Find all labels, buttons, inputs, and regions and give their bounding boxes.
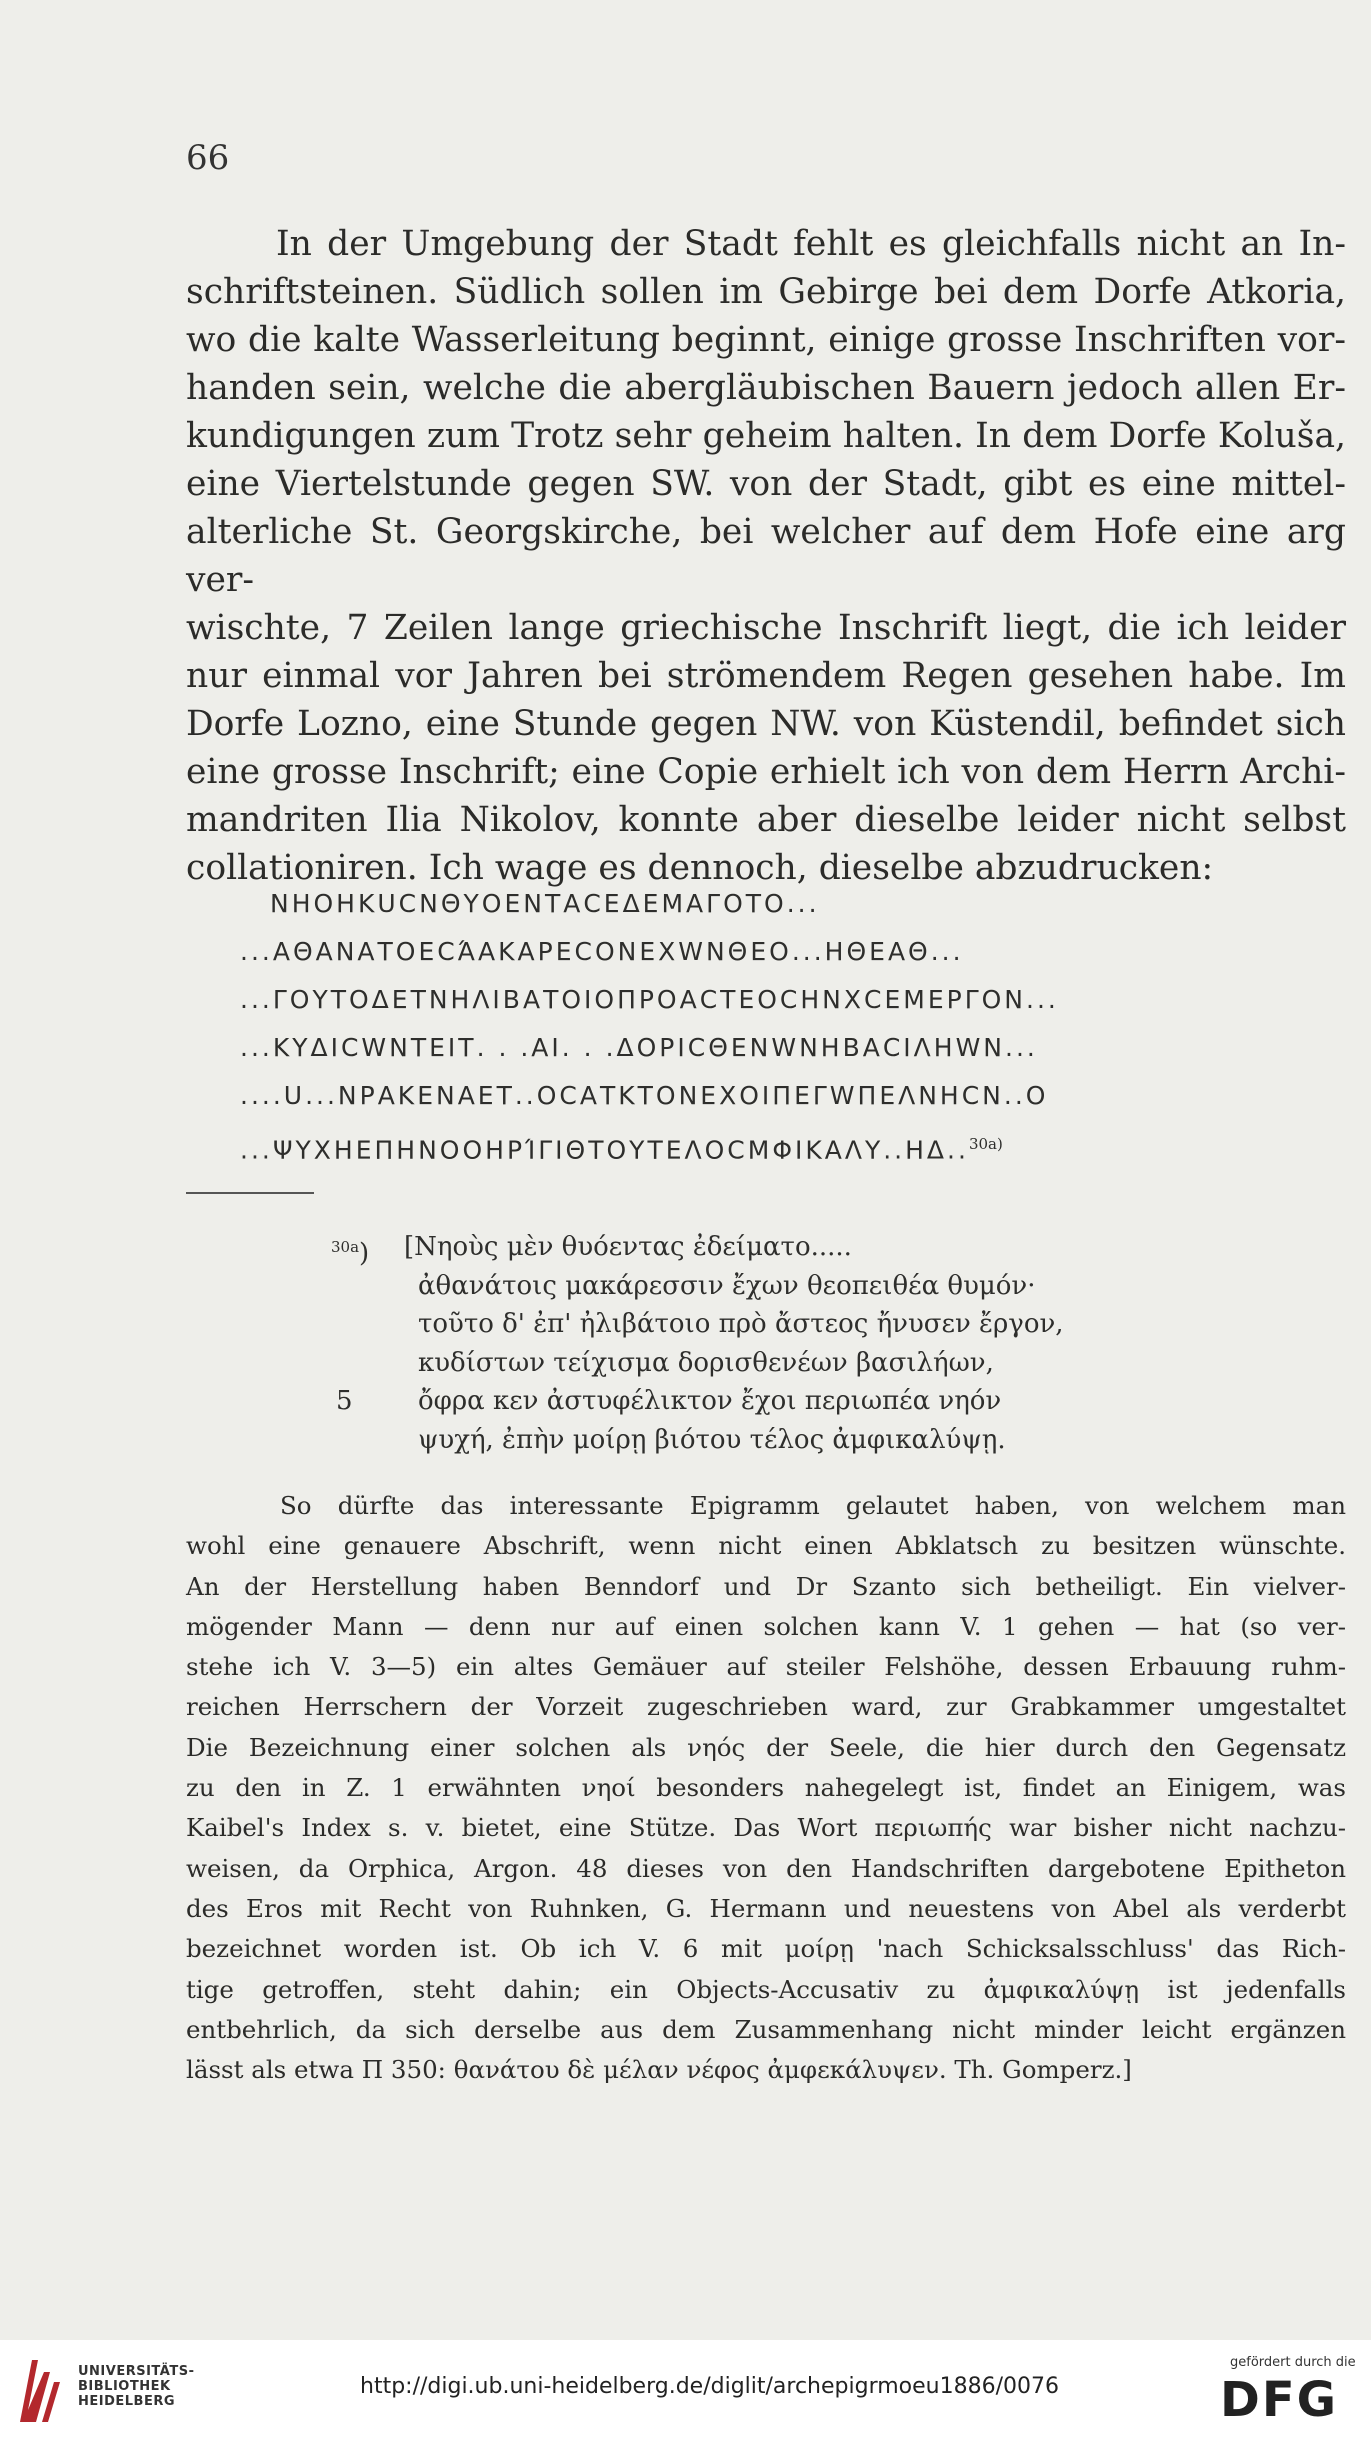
body-line: Dorfe Lozno, eine Stunde gegen NW. von Küstendil, befindet sich [186,704,1346,744]
footnote-ref: 30a) [968,1135,1003,1153]
university-name-line: HEIDELBERG [78,2394,176,2409]
commentary [186,1486,1346,2090]
inscription-line: ΝΗΟΗΚUCΝΘΥΟΕΝΤΑCΕΔΕΜΑΓΟΤΟ... [270,889,820,918]
page-number: 66 [186,138,230,178]
body-line: collationiren. Ich wage es dennoch, dieselbe abzudrucken: [186,848,1214,888]
footnote-label: $^{30a}$) [331,1238,370,1269]
permalink-url[interactable]: http://digi.ub.uni-heidelberg.de/diglit/archepigrmoeu1886/0076 [360,2374,1059,2399]
university-name-line: BIBLIOTHEK [78,2379,171,2394]
inscription-text: ...ΨΥΧΗΕΠΗΝΟΟΗΡΊΓΙΘΤΟΥΤΕΛΟCΜΦΙΚΑΛΥ..ΗΔ.. [240,1135,969,1165]
commentary-line: wohl eine genauere Abschrift, wenn nicht einen Abklatsch zu besitzen wünschte. [186,1531,1346,1561]
inscription-line: ...ΑΘΑΝΑΤΟΕCΆΑΚΑΡΕCΟΝΕΧWΝΘΕΟ...ΗΘΕΑΘ... [240,937,964,966]
greek-verse: ἀθανάτοις μακάρεσσιν ἔχων θεοπειθέα θυμόν· [418,1270,1036,1301]
commentary-line: Die Bezeichnung einer solchen als νηός der Seele, die hier durch den Gegensatz [186,1732,1346,1762]
dfg-logo: DFG [1220,2372,1339,2428]
greek-verse: ὄφρα κεν ἀστυφέλικτον ἔχοι περιωπέα νηόν [418,1386,1002,1416]
main-paragraph [186,220,1346,892]
body-line: In der Umgebung der Stadt fehlt es gleichfalls nicht an In- [276,224,1346,264]
commentary-line: reichen Herrschern der Vorzeit zugeschrieben ward, zur Grabkammer umgestaltet [186,1692,1346,1722]
greek-restoration [404,1228,1064,1459]
commentary-line: zu den in Z. 1 erwähnten νηοί besonders nahegelegt ist, findet an Einigem, was [186,1773,1346,1803]
body-line: eine Viertelstunde gegen SW. von der Stadt, gibt es eine mittel- [186,464,1346,504]
university-library-name [78,2364,194,2409]
commentary-line: An der Herstellung haben Benndorf und Dr Szanto sich betheiligt. Ein vielver- [186,1571,1346,1601]
commentary-line: Kaibel's Index s. v. bietet, eine Stütze. Das Wort περιωπής war bisher nicht nachzu- [186,1813,1346,1843]
university-name-line: UNIVERSITÄTS- [78,2364,195,2379]
commentary-line: bezeichnet worden ist. Ob ich V. 6 mit μοίρῃ 'nach Schicksalsschluss' das Rich- [186,1934,1346,1964]
body-line: handen sein, welche die abergläubischen Bauern jedoch allen Er- [186,368,1346,408]
footnote-divider [186,1192,314,1194]
body-line: schriftsteinen. Südlich sollen im Gebirge bei dem Dorfe Atkoria, [186,272,1346,312]
verse-line-number: 5 [336,1386,353,1416]
university-library-logo-icon [14,2352,62,2428]
body-line: wischte, 7 Zeilen lange griechische Inschrift liegt, die ich leider [186,608,1346,648]
body-line: kundigungen zum Trotz sehr geheim halten. In dem Dorfe Koluša, [186,416,1346,456]
commentary-line: des Eros mit Recht von Ruhnken, G. Hermann und neuestens von Abel als verderbt [186,1893,1346,1923]
greek-verse: ψυχή, ἐπὴν μοίρῃ βιότου τέλος ἀμφικαλύψῃ. [418,1424,1006,1455]
commentary-line: weisen, da Orphica, Argon. 48 dieses von den Handschriften dargebotene Epitheton [186,1853,1346,1883]
commentary-line: lässt als etwa Π 350: θανάτου δὲ μέλαν νέφος ἀμφεκάλυψεν. Th. Gomperz.] [186,2055,1132,2085]
body-line: wo die kalte Wasserleitung beginnt, einige grosse Inschriften vor- [186,320,1346,360]
greek-verse: τοῦτο δ' ἐπ' ἠλιβάτοιο πρὸ ἄστεος ἤνυσεν ἔργον, [418,1309,1064,1339]
inscription-line: ....U...ΝΡΑΚΕΝΑΕΤ..ΟCΑΤΚΤΟΝΕΧΟΙΠΕΓWΠΕΛΝΗCΝ..Ο [240,1081,1049,1110]
commentary-line: tige getroffen, steht dahin; ein Objects-Accusativ zu ἀμφικαλύψῃ ist jedenfalls [186,1974,1346,2004]
body-line: eine grosse Inschrift; eine Copie erhielt ich von dem Herrn Archi- [186,752,1346,792]
funded-by-label: gefördert durch die [1230,2355,1356,2370]
footnote-ref-number: 30a [968,1135,997,1153]
footnote-label-number: 30a [331,1238,360,1256]
body-line: alterliche St. Georgskirche, bei welcher auf dem Hofe eine arg ver- [186,512,1346,600]
inscription-line-last [240,1120,1280,1174]
inscription-transcript [240,880,1280,1174]
body-line: mandriten Ilia Nikolov, konnte aber dieselbe leider nicht selbst [186,800,1346,840]
inscription-line: ...ΚΥΔΙCWΝΤΕΙΤ. . .ΑΙ. . .ΔΟΡΙCΘΕΝWΝΗΒΑCΙΛΗWΝ... [240,1033,1038,1062]
commentary-line: stehe ich V. 3—5) ein altes Gemäuer auf steiler Felshöhe, dessen Erbauung ruhm- [186,1652,1346,1682]
greek-verse: κυδίστων τείχισμα δορισθενέων βασιλήων, [418,1347,994,1378]
greek-verse: [Νηοὺς μὲν θυόεντας ἐδείματο..... [404,1232,852,1262]
inscription-line: ...ΓΟΥΤΟΔΕΤΝΗΛΙΒΑΤΟΙΟΠΡΟΑCΤΕΟCΗΝΧCΕΜΕΡΓΟΝ... [240,985,1059,1014]
commentary-line: mögender Mann — denn nur auf einen solchen kann V. 1 gehen — hat (so ver- [186,1611,1346,1641]
commentary-line: So dürfte das interessante Epigramm gelautet haben, von welchem man [280,1491,1346,1520]
commentary-line: entbehrlich, da sich derselbe aus dem Zusammenhang nicht minder leicht ergänzen [186,2014,1346,2044]
body-line: nur einmal vor Jahren bei strömendem Regen gesehen habe. Im [186,656,1346,696]
